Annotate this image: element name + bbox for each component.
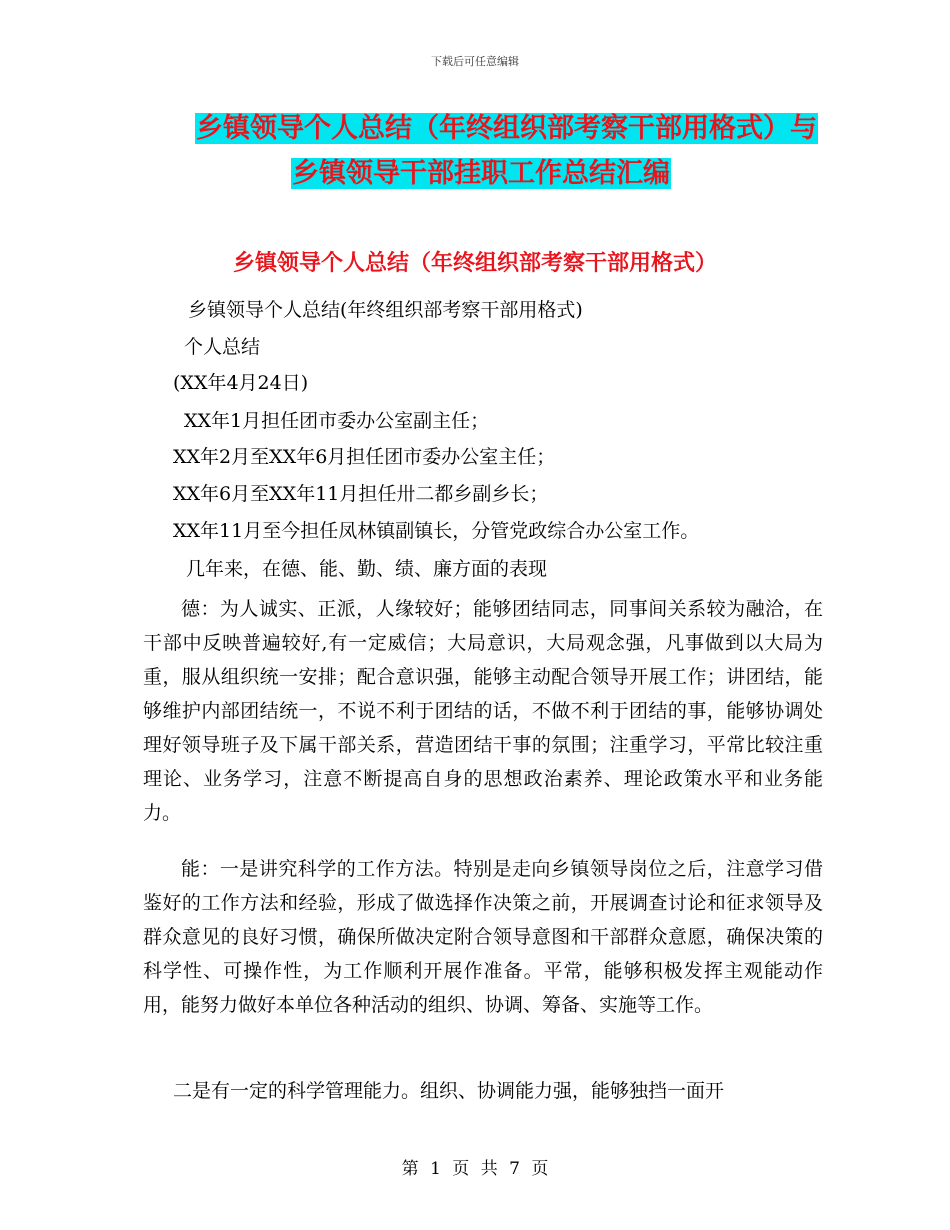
body-line: 二是有一定的科学管理能力。组织、协调能力强，能够独挡一面开 — [173, 1080, 725, 1102]
page-footer: 第 1 页 共 7 页 — [401, 1159, 549, 1179]
body-line: XX年6月至XX年11月担任卅二都乡副乡长； — [173, 483, 549, 505]
body-line: XX年1月担任团市委办公室副主任； — [184, 410, 490, 432]
body-line: 几年来，在德、能、勤、绩、廉方面的表现 — [186, 558, 548, 580]
paragraph-neng: 能：一是讲究科学的工作方法。特别是走向乡镇领导岗位之后，注意学习借鉴好的工作方法和经验，形成了做选择作决策之前，开展调查讨论和征求领导及群众意见的良好习惯，确保所做决定附合领导意图和干部群众意愿，确保决策的科学性、可操作性，为工作顺利开展作准备。平常，能够积极发挥主观能动作用，能努力做好本单位各种活动的组织、协调、筹备、实施等工作。 — [143, 858, 823, 1016]
doc-title-text-1: 乡镇领导个人总结（年终组织部考察干部用格式）与 — [196, 113, 817, 144]
header-note: 下载后可任意编辑 — [431, 55, 519, 68]
section-title: 乡镇领导个人总结（年终组织部考察干部用格式） — [232, 251, 717, 276]
body-line: (XX年4月24日) — [173, 372, 309, 394]
paragraph-de: 德：为人诚实、正派，人缘较好；能够团结同志，同事间关系较为融洽，在干部中反映普遍较好,有一定威信；大局意识，大局观念强，凡事做到以大局为重，服从组织统一安排；配合意识强，能够主动配合领导开展工作；讲团结，能够维护内部团结统一，不说不利于团结的话，不做不利于团结的事，能够协调处理好领导班子及下属干部关系，营造团结干事的氛围；注重学习，平常比较注重理论、业务学习，注意不断提高自身的思想政治素养、理论政策水平和业务能力。 — [143, 598, 823, 824]
body-line: XX年2月至XX年6月担任团市委办公室主任； — [173, 446, 556, 468]
doc-title-line-2 — [291, 156, 671, 192]
body-line: 乡镇领导个人总结(年终组织部考察干部用格式) — [188, 299, 583, 321]
body-line: XX年11月至今担任凤林镇副镇长，分管党政综合办公室工作。 — [173, 520, 700, 542]
doc-title-text-2: 乡镇领导干部挂职工作总结汇编 — [292, 158, 670, 189]
doc-title-line-1 — [195, 111, 818, 147]
body-line: 个人总结 — [184, 336, 261, 358]
